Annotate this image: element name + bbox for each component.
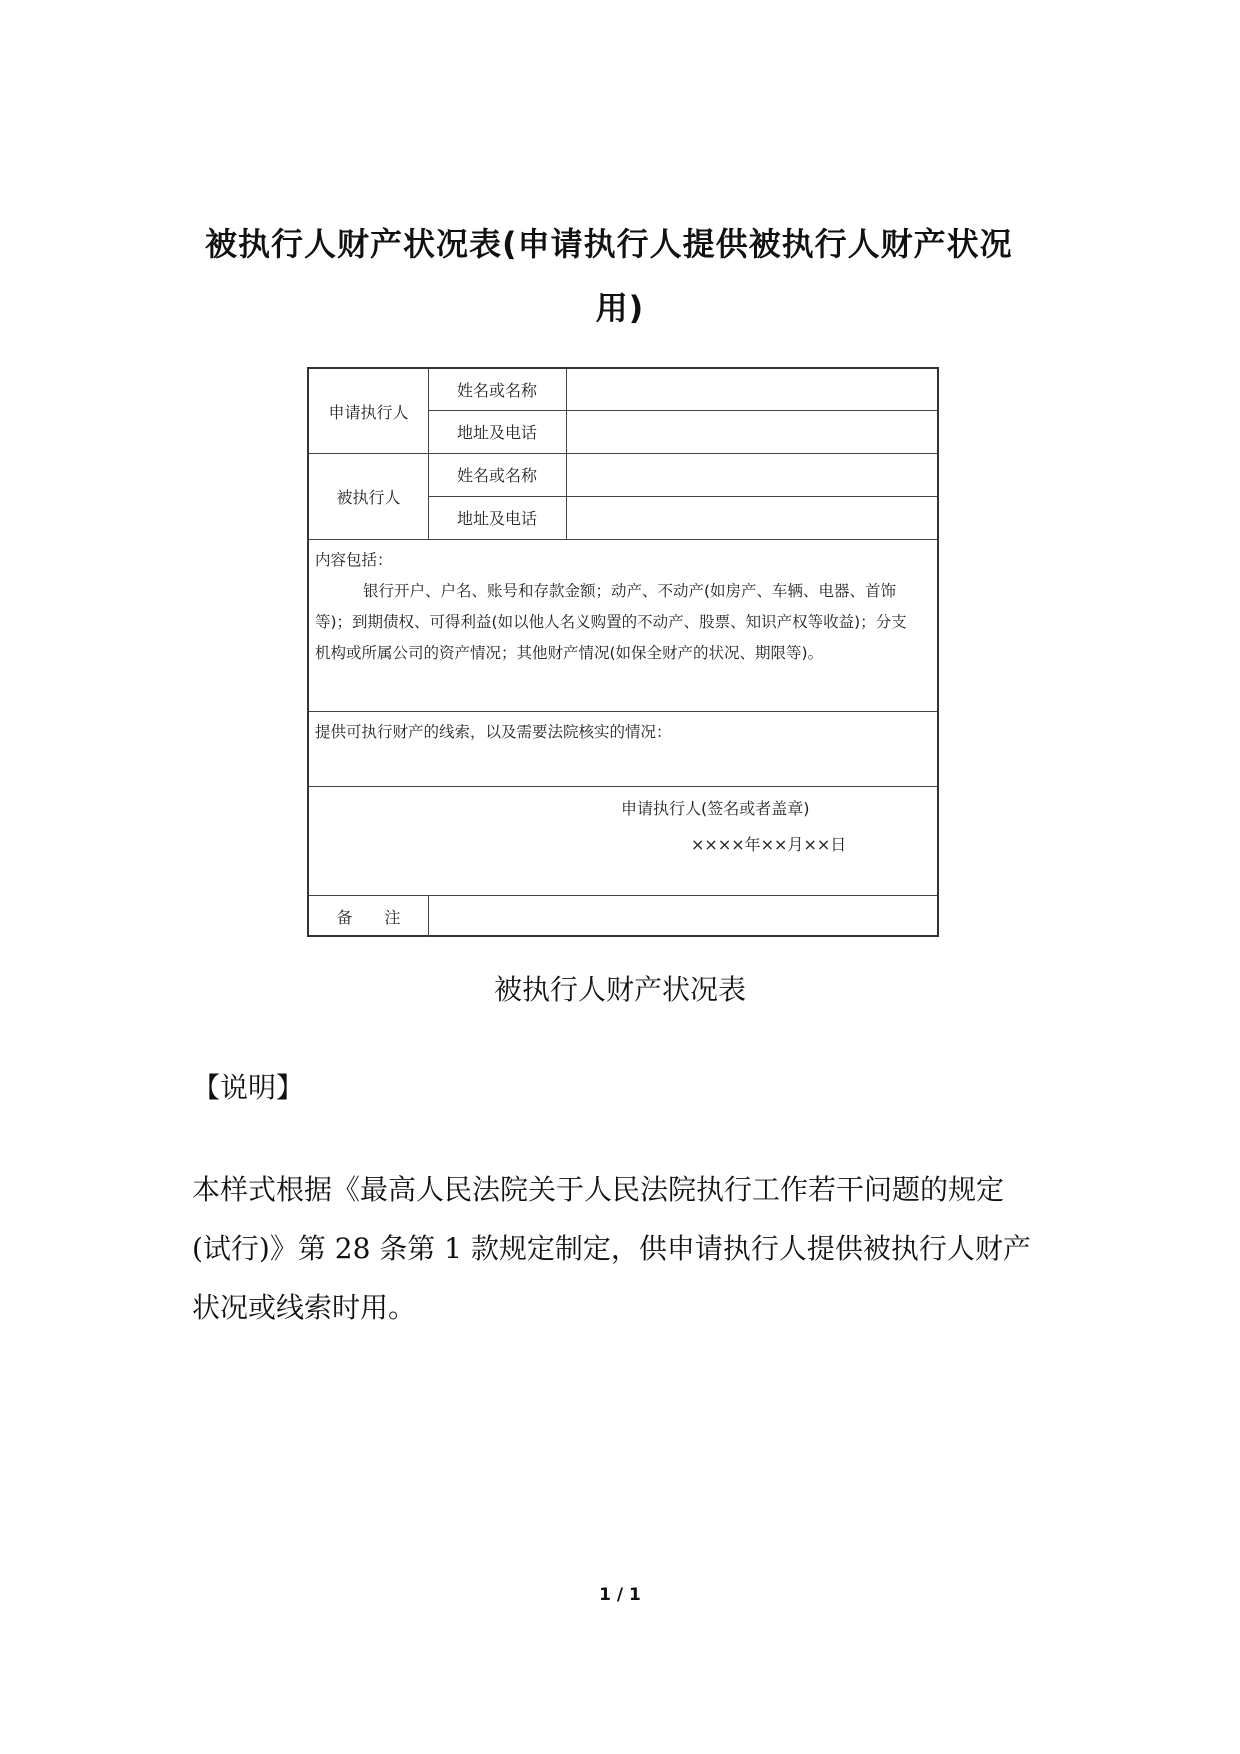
form-rule	[309, 786, 937, 787]
explanation-paragraph	[192, 1160, 1062, 1337]
clues-text: 提供可执行财产的线索，以及需要法院核实的情况：	[315, 723, 672, 741]
content-line-2: 等)；到期债权、可得利益(如以他人名义购置的不动产、股票、知识产权等收益)；分支	[315, 613, 907, 631]
form-rule	[309, 539, 937, 540]
remarks-field[interactable]	[428, 895, 939, 937]
content-description	[315, 545, 929, 669]
document-title	[205, 212, 1035, 340]
applicant-address-label: 地址及电话	[456, 423, 537, 442]
respondent-name-field[interactable]	[566, 453, 939, 496]
title-line-1: 被执行人财产状况表(申请执行人提供被执行人财产状况	[205, 225, 1013, 263]
paragraph-line-3: 状况或线索时用。	[192, 1291, 417, 1324]
respondent-name-label: 姓名或名称	[456, 466, 537, 485]
paragraph-line-1: 本样式根据《最高人民法院关于人民法院执行工作若干问题的规定	[192, 1173, 1005, 1206]
figure-caption: 被执行人财产状况表	[493, 973, 746, 1006]
property-status-form	[307, 367, 939, 937]
paragraph-line-2: (试行)》第 28 条第 1 款规定制定，供申请执行人提供被执行人财产	[192, 1232, 1031, 1265]
remarks-label: 备 注	[336, 907, 401, 927]
applicant-label: 申请执行人	[328, 402, 409, 422]
applicant-address-field[interactable]	[566, 410, 939, 453]
content-intro: 内容包括：	[315, 551, 393, 569]
respondent-address-field[interactable]	[566, 496, 939, 539]
section-heading: 【说明】	[192, 1071, 305, 1104]
respondent-label: 被执行人	[336, 487, 401, 507]
content-line-1: 银行开户、户名、账号和存款金额；动产、不动产(如房产、车辆、电器、首饰	[363, 582, 897, 600]
form-rule	[309, 711, 937, 712]
date-placeholder: ××××年××月××日	[691, 834, 847, 854]
title-line-2: 用)	[595, 289, 645, 327]
signature-label: 申请执行人(签名或者盖章)	[621, 798, 810, 818]
respondent-address-label: 地址及电话	[456, 509, 537, 528]
applicant-name-field[interactable]	[566, 369, 939, 410]
applicant-name-label: 姓名或名称	[456, 381, 537, 400]
content-line-3: 机构或所属公司的资产情况；其他财产情况(如保全财产的状况、期限等)。	[315, 644, 824, 662]
page-number: 1 / 1	[599, 1585, 641, 1605]
